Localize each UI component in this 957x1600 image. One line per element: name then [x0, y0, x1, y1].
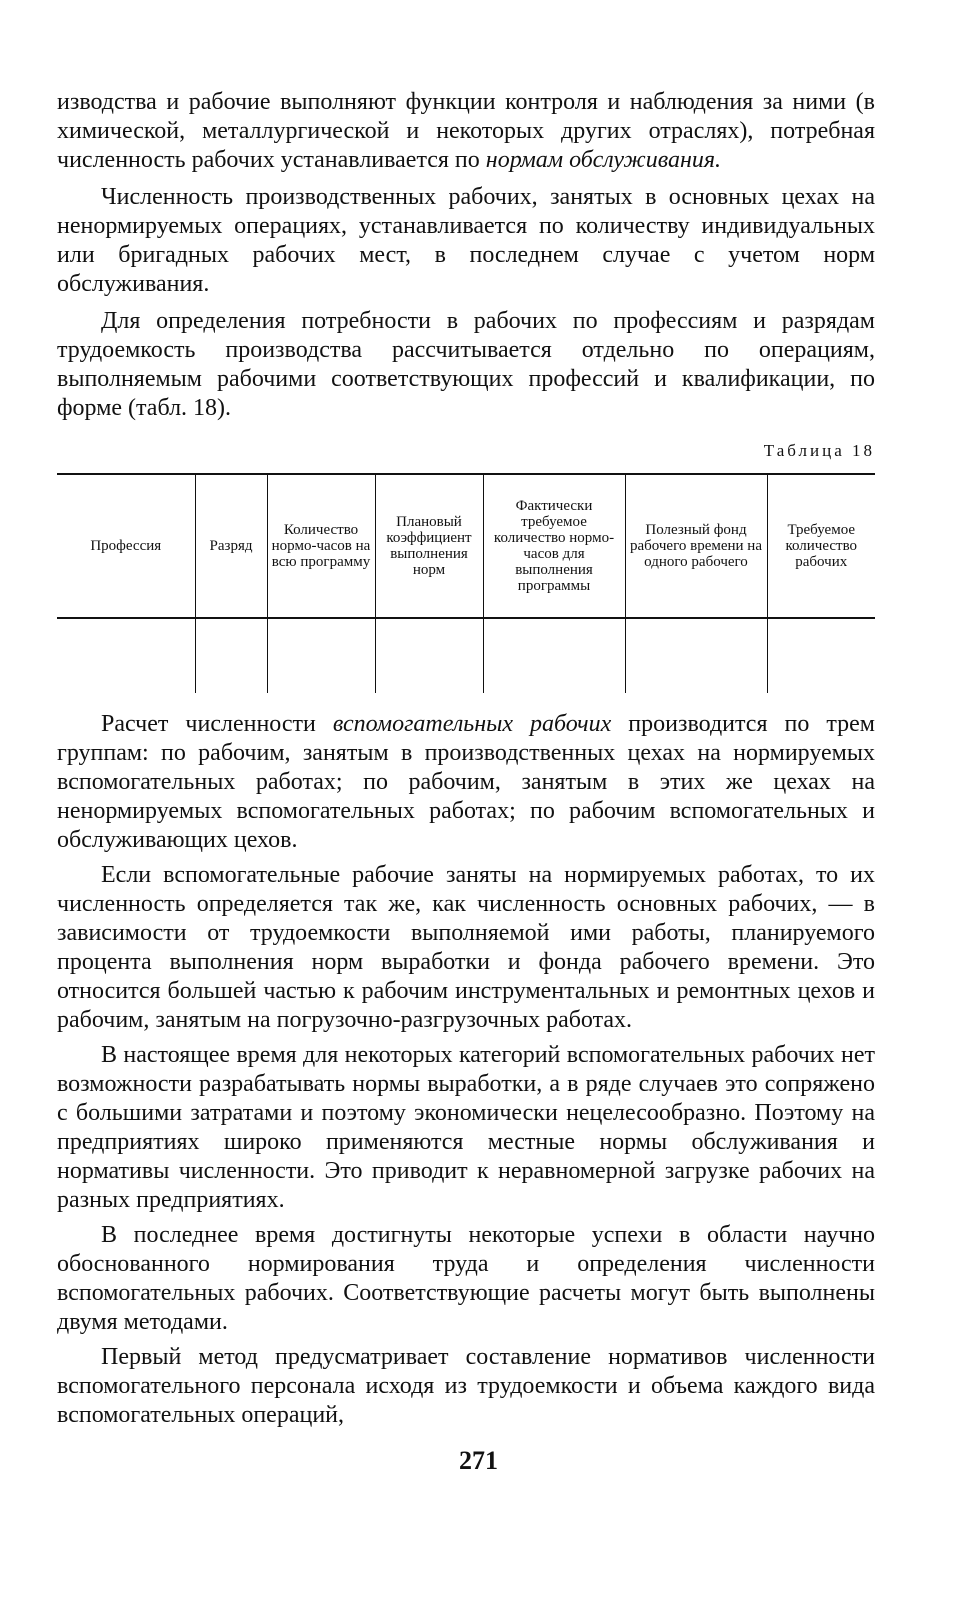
table-cell: [195, 618, 267, 693]
table-18: [57, 473, 875, 693]
header-actual-norm-hours: Фактически требуемое количество нормо-часов для выполнения программы: [483, 474, 625, 618]
paragraph: В настоящее время для некоторых категорий вспомогательных рабочих нет возможности разрабатывать нормы выработки, а в ряде случаев это сопряжено с большими затратами и поэтому экономически нецелесообразно. Поэтому на предприятиях широко применяются местные нормы обслуживания и нормативы численности. Это приводит к неравномерной загрузке рабочих на разных предприятиях.: [57, 1042, 875, 1213]
header-working-time-fund: Полезный фонд рабочего времени на одного рабочего: [625, 474, 767, 618]
header-plan-coefficient: Плановый коэффициент выполнения норм: [375, 474, 483, 618]
table-caption: Таблица 18: [763, 441, 875, 460]
table-row: [57, 618, 875, 693]
header-grade: Разряд: [195, 474, 267, 618]
paragraph: Первый метод предусматривает составление нормативов численности вспомогательного персонала исходя из трудоемкости и объема каждого вида вспомогательных операций,: [57, 1344, 875, 1428]
paragraph: Расчет численности вспомогательных рабочих производится по трем группам: по рабочим, занятым в производственных цехах на нормируемых вспомогательных работах; по рабочим, занятым в этих же цехах на ненормируемых вспомогательных работах; по рабочим вспомогательных и обслуживающих цехов.: [57, 711, 875, 853]
paragraph: Если вспомогательные рабочие заняты на нормируемых работах, то их численность определяется так же, как численность основных рабочих, — в зависимости от трудоемкости выполняемой ими работы, планируемого процента выполнения норм выработки и фонда рабочего времени. Это относится большей частью к рабочим инструментальных и ремонтных цехов и рабочим, занятым на погрузочно-разгрузочных работах.: [57, 862, 875, 1033]
table-cell: [483, 618, 625, 693]
paragraph: изводства и рабочие выполняют функции контроля и наблюдения за ними (в химической, металлургической и некоторых других отраслях), потребная численность рабочих устанавливается по нормам обслуживания.: [57, 89, 875, 173]
paragraph: Для определения потребности в рабочих по профессиям и разрядам трудоемкость производства рассчитывается отдельно по операциям, выполняемым рабочими соответствующих профессий и квалификации, по форме (табл. 18).: [57, 308, 875, 421]
paragraph: Численность производственных рабочих, занятых в основных цехах на ненормируемых операциях, устанавливается по количеству индивидуальных или бригадных рабочих мест, в последнем случае с учетом норм обслуживания.: [57, 184, 875, 297]
table-cell: [375, 618, 483, 693]
header-required-workers: Требуемое количество рабочих: [767, 474, 875, 618]
paragraph: В последнее время достигнуты некоторые успехи в области научно обоснованного нормирования труда и определения численности вспомогательных рабочих. Соответствующие расчеты могут быть выполнены двумя методами.: [57, 1222, 875, 1335]
table-cell: [267, 618, 375, 693]
page-number: 271: [459, 1446, 498, 1475]
header-profession: Профессия: [90, 538, 162, 554]
top-text-block: [57, 88, 875, 423]
table-cell: [767, 618, 875, 693]
header-norm-hours: Количество нормо-часов на всю программу: [267, 474, 375, 618]
table-cell: [57, 618, 195, 693]
bottom-text-block: [57, 710, 875, 1430]
table-cell: [625, 618, 767, 693]
table-header-row: [57, 474, 875, 618]
